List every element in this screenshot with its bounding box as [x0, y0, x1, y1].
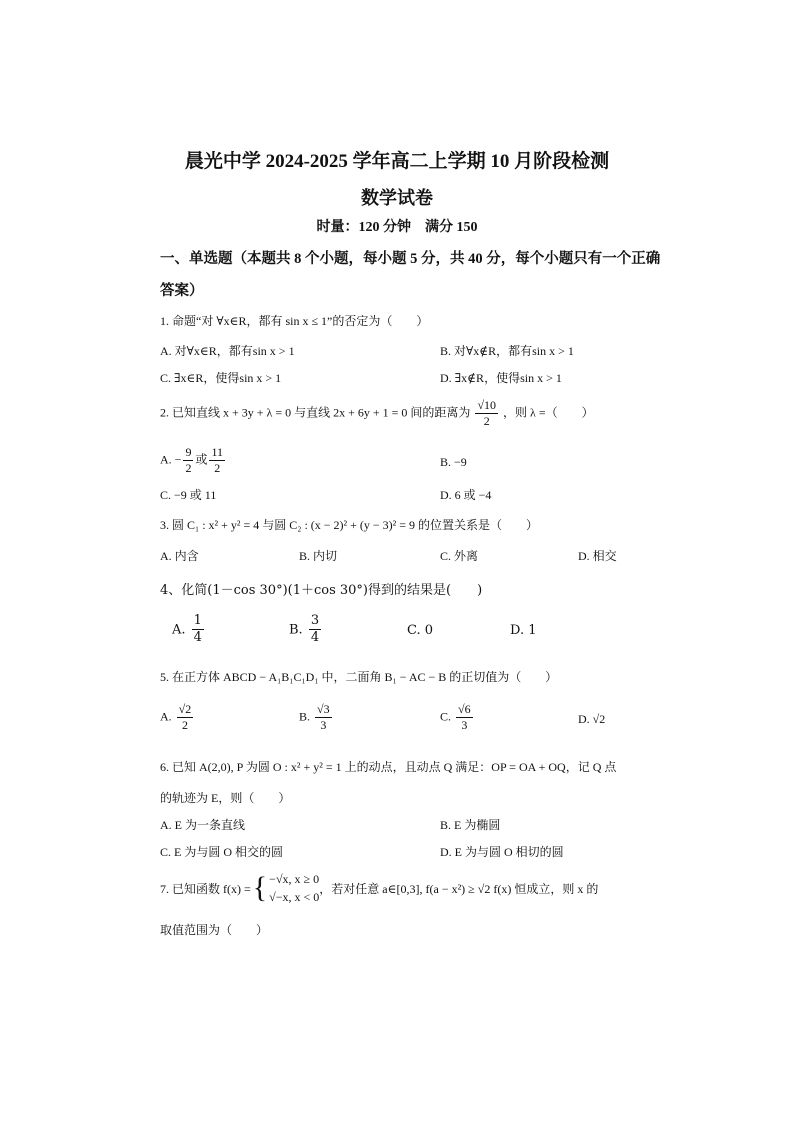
option-a-fraction-2	[209, 445, 225, 476]
fraction-denominator: 2	[185, 461, 192, 475]
question-7-stem-pre: 7. 已知函数 f(x) =	[160, 881, 251, 896]
question-4-option-b	[289, 613, 323, 647]
fraction-numerator: 3	[309, 613, 321, 630]
option-b-fraction	[309, 613, 321, 647]
option-c-fraction	[456, 702, 473, 733]
question-2-distance-fraction	[475, 398, 498, 429]
fraction-numerator: 11	[211, 445, 224, 459]
fraction-denominator: 4	[310, 630, 320, 646]
question-6-option-a: A. E 为一条直线	[160, 818, 245, 832]
option-a-fraction	[192, 613, 204, 647]
question-6-option-b: B. E 为椭圆	[440, 818, 501, 832]
exam-title: 晨光中学 2024-2025 学年高二上学期 10 月阶段检测	[184, 151, 610, 172]
question-4-stem: 4、化简(1－cos 30°)(1＋cos 30°)得到的结果是( )	[160, 583, 483, 598]
question-1-stem: 1. 命题“对 ∀x∈R，都有 sin x ≤ 1”的否定为（ ）	[160, 314, 429, 328]
question-5-option-b	[299, 702, 334, 733]
option-label: A.	[160, 709, 172, 724]
question-4-option-c: C. 0	[407, 623, 434, 638]
option-label: C.	[440, 709, 452, 724]
question-3-option-d: D. 相交	[578, 549, 617, 563]
fraction-denominator: 4	[193, 630, 202, 646]
piecewise-case-1: −√x, x ≥ 0	[269, 872, 320, 886]
fraction-denominator: 3	[320, 718, 327, 732]
fraction-numerator: √10	[477, 398, 497, 412]
question-5-stem: 5. 在正方体 ABCD − A₁B₁C₁D₁ 中，二面角 B₁ − AC − B 的正切值为（ ）	[160, 670, 558, 684]
question-6-option-d: D. E 为与圆 O 相切的圆	[440, 845, 564, 859]
question-7-stem-post: ，若对任意 a∈[0,3], f(a − x²) ≥ √2 f(x) 恒成立，则 x 的	[319, 881, 599, 896]
exam-subtitle: 数学试卷	[361, 188, 433, 208]
option-label: B.	[289, 622, 303, 638]
section-heading-line1: 一、单选题（本题共 8 个小题，每小题 5 分，共 40 分，每个小题只有一个正确	[160, 251, 661, 267]
option-a-fraction-1	[183, 445, 193, 476]
question-7-stem	[160, 870, 598, 906]
fraction-denominator: 2	[181, 718, 188, 732]
question-4-option-a	[172, 613, 206, 647]
exam-meta: 时量：120 分钟 满分 150	[316, 220, 478, 235]
option-b-fraction	[315, 702, 332, 733]
question-4-option-d: D. 1	[510, 623, 537, 638]
piecewise-brace: {	[252, 871, 268, 904]
question-1-option-c: C. ∃x∈R，使得sin x > 1	[160, 371, 282, 385]
fraction-denominator: 2	[214, 461, 221, 475]
question-1-option-b: B. 对∀x∉R，都有sin x > 1	[440, 344, 574, 358]
question-3-stem: 3. 圆 C₁ : x² + y² = 4 与圆 C₂ : (x − 2)² + (y − 3)² = 9 的位置关系是（ ）	[160, 518, 539, 532]
question-6-stem-line1: 6. 已知 A(2,0), P 为圆 O : x² + y² = 1 上的动点，且动点 Q 满足：OP = OA + OQ，记 Q 点	[160, 760, 617, 774]
question-6-stem-line2: 的轨迹为 E，则（ ）	[160, 791, 291, 805]
fraction-denominator: 2	[483, 414, 490, 428]
piecewise-cases	[269, 870, 319, 906]
question-2-option-c: C. −9 或 11	[160, 488, 217, 502]
question-3-option-c: C. 外离	[440, 549, 479, 563]
question-3-option-a: A. 内含	[160, 549, 199, 563]
question-3-option-b: B. 内切	[299, 549, 338, 563]
piecewise-case-2: √−x, x < 0	[269, 890, 320, 904]
option-a-fraction	[177, 702, 194, 733]
question-5-option-a	[160, 702, 195, 733]
question-2-stem-pre: 2. 已知直线 x + 3y + λ = 0 与直线 2x + 6y + 1 = 0 间的距离为	[160, 405, 471, 420]
fraction-numerator: √3	[317, 702, 330, 716]
question-2-stem-post: ，则 λ =（ ）	[503, 405, 594, 420]
question-7-stem-line2: 取值范围为（ ）	[160, 923, 269, 937]
fraction-numerator: 1	[192, 613, 204, 630]
question-1-option-d: D. ∃x∉R，使得sin x > 1	[440, 371, 562, 385]
question-5-option-d: D. √2	[578, 712, 606, 726]
question-2-option-d: D. 6 或 −4	[440, 488, 492, 502]
question-2-option-b: B. −9	[440, 455, 467, 469]
option-label: B.	[299, 709, 311, 724]
option-a-or: 或	[195, 452, 208, 467]
section-heading-line2: 答案）	[160, 283, 204, 299]
fraction-numerator: 9	[185, 445, 192, 459]
option-label: A.	[172, 622, 186, 638]
question-5-option-c	[440, 702, 475, 733]
option-label: A.	[160, 452, 172, 467]
question-1-option-a: A. 对∀x∈R，都有sin x > 1	[160, 344, 295, 358]
fraction-numerator: √2	[178, 702, 192, 716]
question-2-stem	[160, 398, 594, 429]
question-6-option-c: C. E 为与圆 O 相交的圆	[160, 845, 284, 859]
fraction-denominator: 3	[461, 718, 468, 732]
fraction-numerator: √6	[458, 702, 471, 716]
question-2-option-a: A. − $\frac{9}{2}$ 或 $\frac{11}{2}$	[160, 445, 224, 475]
